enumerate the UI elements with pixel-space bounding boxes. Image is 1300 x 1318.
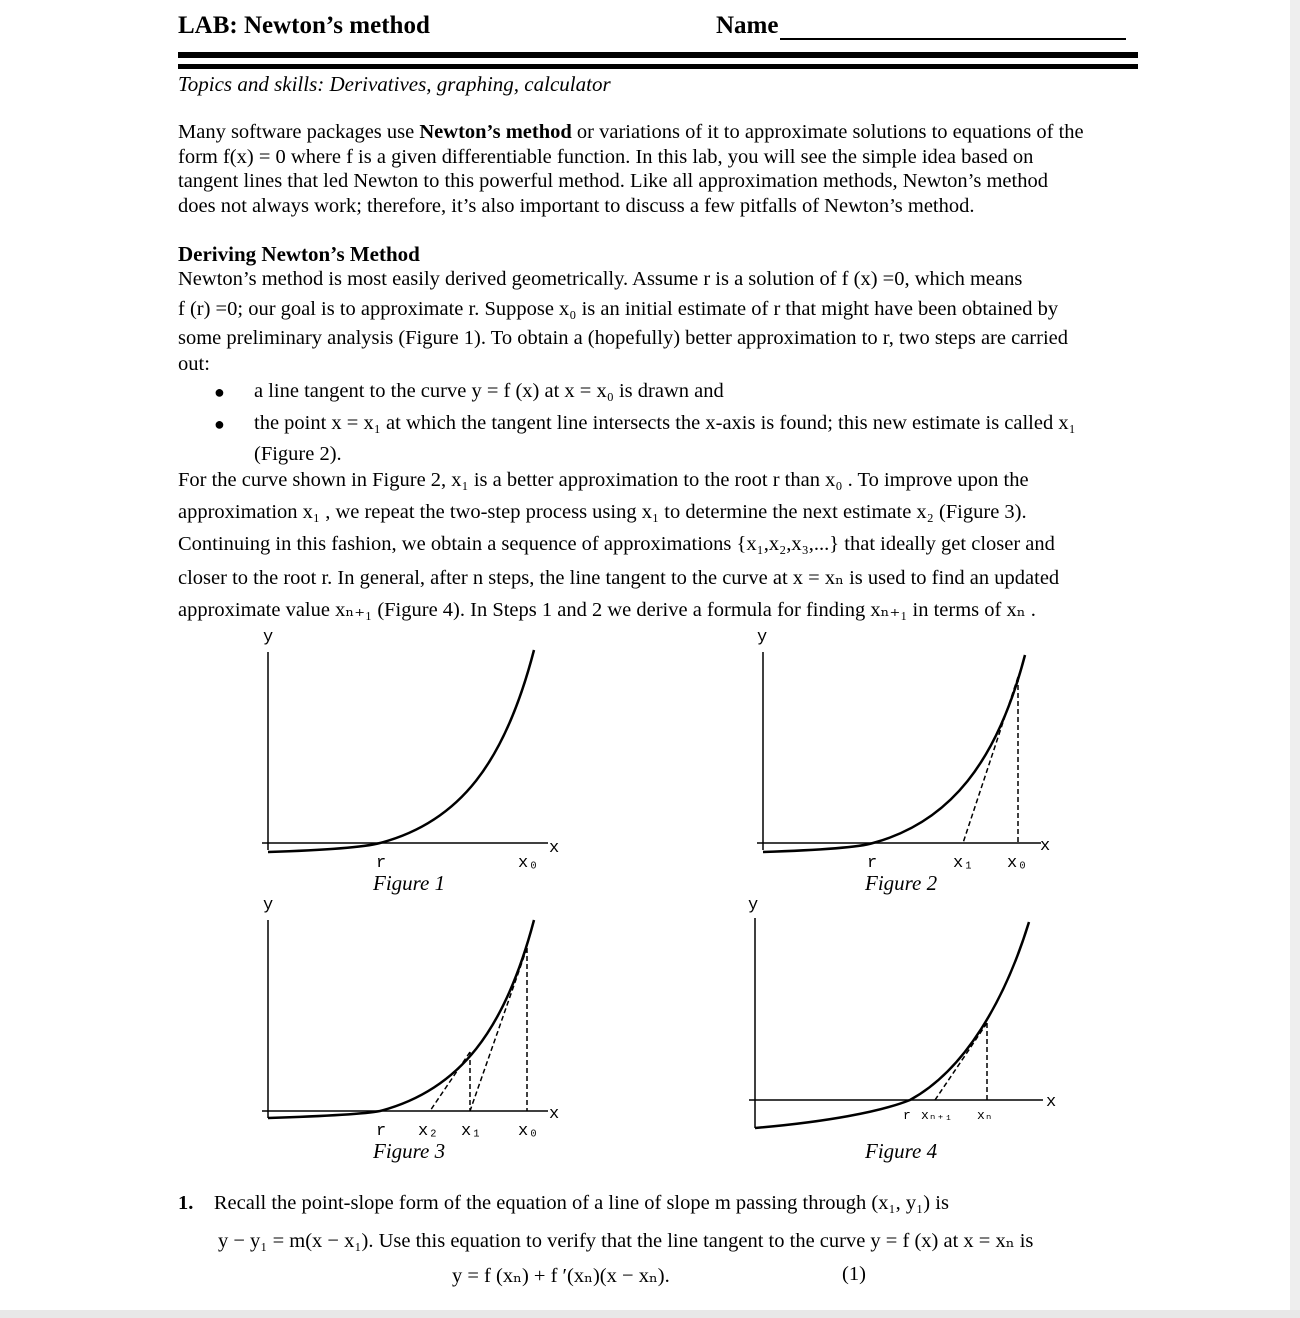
header-rule-thick	[178, 52, 1138, 58]
x0-label: x₀	[518, 854, 539, 872]
figure-caption: Figure 2	[865, 871, 938, 895]
intro-paragraph	[178, 120, 1138, 218]
bullet-item: a line tangent to the curve y = f (x) at x = x₀ is drawn and	[254, 380, 724, 402]
intro-line: form f(x) = 0 where f is a given differentiable function. In this lab, you will see the simple idea based on	[178, 145, 1034, 168]
body-line: Continuing in this fashion, we obtain a sequence of approximations {x₁,x₂,x₃,...} that ideally get closer and	[178, 533, 1055, 555]
curve	[755, 922, 1029, 1128]
root-label: r	[867, 854, 878, 872]
curve	[763, 655, 1025, 852]
equation-1: y = f (xₙ) + f ′(xₙ)(x − xₙ).	[452, 1265, 670, 1287]
tangent-2-dashed	[430, 1052, 470, 1111]
figure-1-graph	[250, 622, 580, 872]
x-axis-label: x	[1040, 837, 1051, 856]
figure-3-graph	[250, 890, 580, 1140]
body-line: f (r) =0; our goal is to approximate r. Suppose x₀ is an initial estimate of r that might have been obtained by	[178, 298, 1059, 320]
bullet-dot: ●	[214, 414, 225, 434]
body-line: For the curve shown in Figure 2, x₁ is a better approximation to the root r than x₀ . To improve upon the	[178, 469, 1029, 491]
intro-bold: Newton’s method	[419, 121, 572, 143]
figure-caption: Figure 3	[373, 1139, 446, 1163]
x-axis-label: x	[549, 1105, 560, 1124]
name-label: Name	[716, 12, 779, 39]
bullet-item: (Figure 2).	[254, 443, 342, 465]
figure-caption: Figure 1	[373, 871, 446, 895]
intro-line: does not always work; therefore, it’s also important to discuss a few pitfalls of Newton’s method.	[178, 194, 975, 217]
bullet-dot: ●	[214, 382, 225, 402]
xn-label: xₙ	[977, 1108, 993, 1123]
body-line: closer to the root r. In general, after n steps, the line tangent to the curve at x = xₙ is used to find an updated	[178, 567, 1060, 589]
body-line: approximate value xₙ₊₁ (Figure 4). In Steps 1 and 2 we derive a formula for finding xₙ₊₁ in terms of xₙ .	[178, 599, 1036, 621]
bullet-item: the point x = x₁ at which the tangent line intersects the x-axis is found; this new estimate is called x₁	[254, 412, 1076, 434]
intro-text: Many software packages use	[178, 121, 420, 143]
figure-caption: Figure 4	[865, 1139, 938, 1163]
root-label: r	[376, 1122, 387, 1140]
intro-line: tangent lines that led Newton to this powerful method. Like all approximation methods, Newton’s method	[178, 170, 1048, 192]
question-text: Recall the point-slope form of the equation of a line of slope m passing through (x₁, y₁) is	[213, 1192, 949, 1214]
x2-label: x₂	[418, 1122, 439, 1140]
y-axis-label: y	[263, 896, 274, 915]
body-line: approximation x₁ , we repeat the two-step process using x₁ to determine the next estimate x₂ (Figure 3).	[178, 501, 1027, 523]
curve	[268, 650, 534, 852]
y-axis-label: y	[757, 628, 768, 647]
name-blank-line[interactable]	[780, 38, 1126, 40]
tangent-line-dashed	[963, 677, 1018, 843]
figure-4-graph	[735, 890, 1075, 1140]
body-line: some preliminary analysis (Figure 1). To obtain a (hopefully) better approximation to r, two steps are carried	[178, 327, 1068, 349]
tangent-dashed	[935, 1023, 987, 1100]
question-number: 1.	[178, 1192, 194, 1214]
header-rule-thin	[178, 64, 1138, 69]
x1-label: x₁	[461, 1122, 482, 1140]
body-line: out:	[178, 353, 210, 375]
y-axis-label: y	[263, 628, 274, 647]
lab-title: LAB: Newton’s method	[178, 12, 430, 39]
x0-label: x₀	[518, 1122, 539, 1140]
question-1-line-2: y − y₁ = m(x − x₁). Use this equation to verify that the line tangent to the curve y = f (x) at x = xₙ is	[218, 1230, 1034, 1252]
x-axis-label: x	[549, 839, 560, 858]
section-heading: Deriving Newton’s Method	[178, 242, 420, 266]
x-axis-label: x	[1046, 1093, 1057, 1112]
body-line: Newton’s method is most easily derived geometrically. Assume r is a solution of f (x) =0, which means	[178, 268, 1023, 290]
x0-label: x₀	[1007, 854, 1028, 872]
page-edge-bottom	[0, 1310, 1300, 1318]
xn1-label: xₙ₊₁	[921, 1108, 953, 1123]
root-label: r	[376, 854, 387, 872]
x1-label: x₁	[953, 854, 974, 872]
topics-and-skills: Topics and skills: Derivatives, graphing, calculator	[178, 72, 611, 96]
equation-number: (1)	[842, 1263, 866, 1285]
curve	[268, 920, 534, 1118]
tangent-1-dashed	[470, 948, 527, 1111]
root-label: r	[903, 1108, 911, 1123]
intro-text: or variations of it to approximate solutions to equations of the	[571, 121, 1084, 143]
figure-2-graph	[745, 622, 1075, 872]
y-axis-label: y	[748, 896, 759, 915]
question-1-line-1	[178, 1192, 949, 1215]
page-edge-right	[1290, 0, 1300, 1318]
